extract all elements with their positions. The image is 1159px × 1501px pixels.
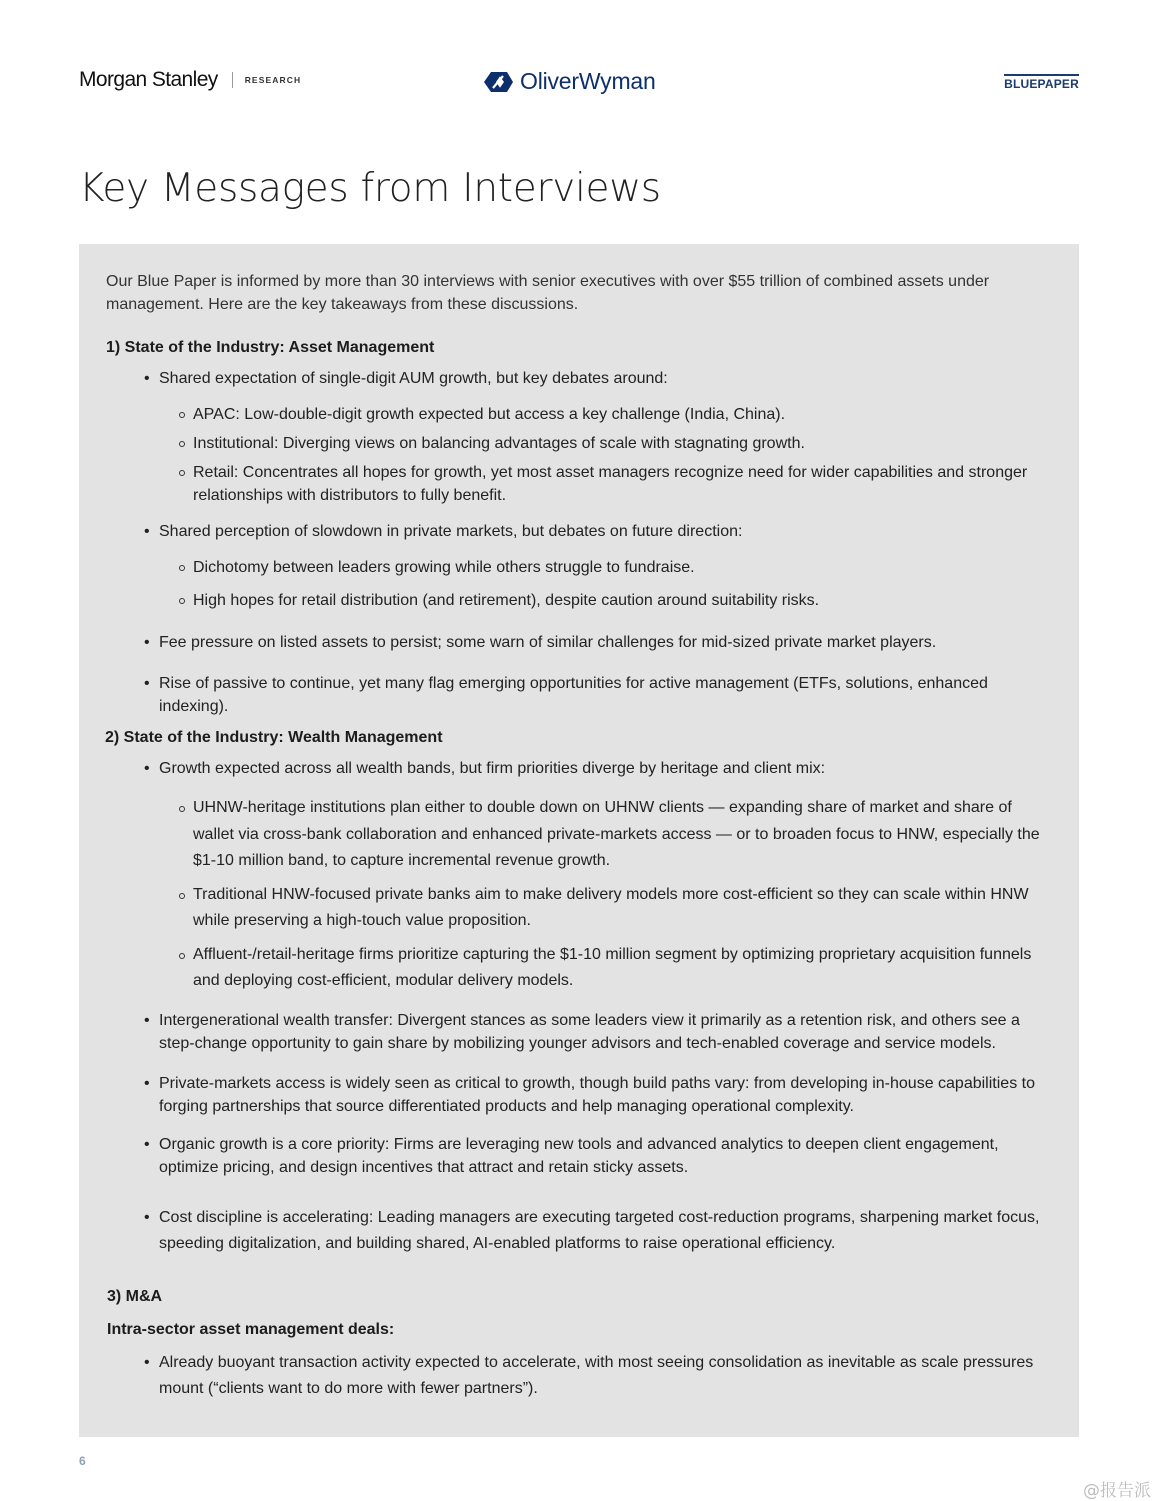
- sub-bullet-list: [159, 795, 1052, 995]
- section-asset-management: [106, 338, 1052, 718]
- list-item: • Private-markets access is widely seen as critical to growth, though build paths vary: from developing in-house capabilities to forging partnerships that source differentiated products and help managing operational complexity.: [159, 1072, 1052, 1118]
- morgan-stanley-wordmark: Morgan Stanley: [79, 68, 218, 91]
- list-item: • Organic growth is a core priority: Firms are leveraging new tools and advanced analytics to deepen client engagement, optimize pricing, and design incentives that attract and retain sticky assets.: [159, 1133, 1052, 1179]
- sub-list-item: Institutional: Diverging views on balancing advantages of scale with stagnating growth.: [193, 432, 1052, 455]
- oliver-wyman-mark-icon: [482, 71, 514, 93]
- bullet-list: [106, 1350, 1052, 1402]
- logo-divider: [232, 72, 233, 88]
- list-item: • Cost discipline is accelerating: Leading managers are executing targeted cost-reduction programs, sharpening market focus, speeding digitalization, and building shared, AI-enabled platforms to raise operational efficiency.: [159, 1205, 1052, 1257]
- intro-paragraph: Our Blue Paper is informed by more than 30 interviews with senior executives with over $55 trillion of combined assets under management. Here are the key takeaways from these discussions.: [106, 273, 990, 313]
- sub-list-item: UHNW-heritage institutions plan either to double down on UHNW clients — expanding share of market and share of wallet via cross-bank collaboration and enhanced private-markets access — or to broaden focus to HNW, especially the $1-10 million band, to capture incremental revenue growth.: [193, 795, 1052, 875]
- bullet-list: [106, 757, 1052, 1257]
- list-item: [159, 367, 1052, 507]
- bluepaper-label: BLUEPAPER: [1004, 74, 1079, 90]
- section-heading: 3) M&A: [107, 1287, 163, 1305]
- page-header: [0, 0, 1159, 120]
- list-item: • Already buoyant transaction activity expected to accelerate, with most seeing consolidation as inevitable as scale pressures mount (“clients want to do more with fewer partners”).: [159, 1350, 1052, 1402]
- page-number: 6: [79, 1454, 86, 1468]
- list-item: • Intergenerational wealth transfer: Divergent stances as some leaders view it primarily as a retention risk, and others see a step-change opportunity to gain share by mobilizing younger advisors and tech-enabled coverage and service models.: [159, 1009, 1052, 1055]
- sub-list-item: High hopes for retail distribution (and retirement), despite caution around suitability risks.: [193, 589, 1052, 612]
- list-item: • Rise of passive to continue, yet many flag emerging opportunities for active management (ETFs, solutions, enhanced indexing).: [159, 672, 1052, 718]
- list-item: • Fee pressure on listed assets to persist; some warn of similar challenges for mid-sized private market players.: [159, 631, 1052, 654]
- sub-bullet-list: [159, 556, 1052, 612]
- sub-list-item: Dichotomy between leaders growing while others struggle to fundraise.: [193, 556, 1052, 579]
- oliver-wyman-wordmark: OliverWyman: [520, 68, 656, 94]
- list-item-text: Growth expected across all wealth bands, but firm priorities diverge by heritage and client mix:: [159, 760, 826, 777]
- page-title: Key Messages from Interviews: [79, 166, 661, 211]
- section-subheading: Intra-sector asset management deals:: [107, 1320, 395, 1338]
- sub-list-item: Retail: Concentrates all hopes for growth, yet most asset managers recognize need for wider capabilities and stronger relationships with distributors to fully benefit.: [193, 461, 1052, 507]
- morgan-stanley-logo: [79, 68, 301, 92]
- sub-list-item: Traditional HNW-focused private banks aim to make delivery models more cost-efficient so they can scale within HNW while preserving a high-touch value proposition.: [193, 882, 1052, 935]
- list-item-text: Shared expectation of single-digit AUM growth, but key debates around:: [159, 370, 668, 387]
- list-item: [159, 757, 1052, 995]
- sub-bullet-list: [159, 403, 1052, 507]
- section-wealth-management: [106, 728, 1052, 1257]
- research-label: RESEARCH: [244, 75, 302, 85]
- sub-list-item: APAC: Low-double-digit growth expected but access a key challenge (India, China).: [193, 403, 1052, 426]
- bullet-list: [106, 367, 1052, 718]
- list-item: [159, 520, 1052, 612]
- sub-list-item: Affluent-/retail-heritage firms prioritize capturing the $1-10 million segment by optimizing proprietary acquisition funnels and deploying cost-efficient, modular delivery models.: [193, 942, 1052, 995]
- section-m-and-a: [106, 1287, 1052, 1402]
- oliver-wyman-logo: [482, 68, 656, 95]
- list-item-text: Shared perception of slowdown in private markets, but debates on future direction:: [159, 523, 743, 540]
- section-heading: 1) State of the Industry: Asset Management: [106, 339, 435, 356]
- watermark: @报告派: [1083, 1481, 1151, 1501]
- section-heading: 2) State of the Industry: Wealth Management: [105, 729, 443, 746]
- key-messages-box: [79, 244, 1079, 1437]
